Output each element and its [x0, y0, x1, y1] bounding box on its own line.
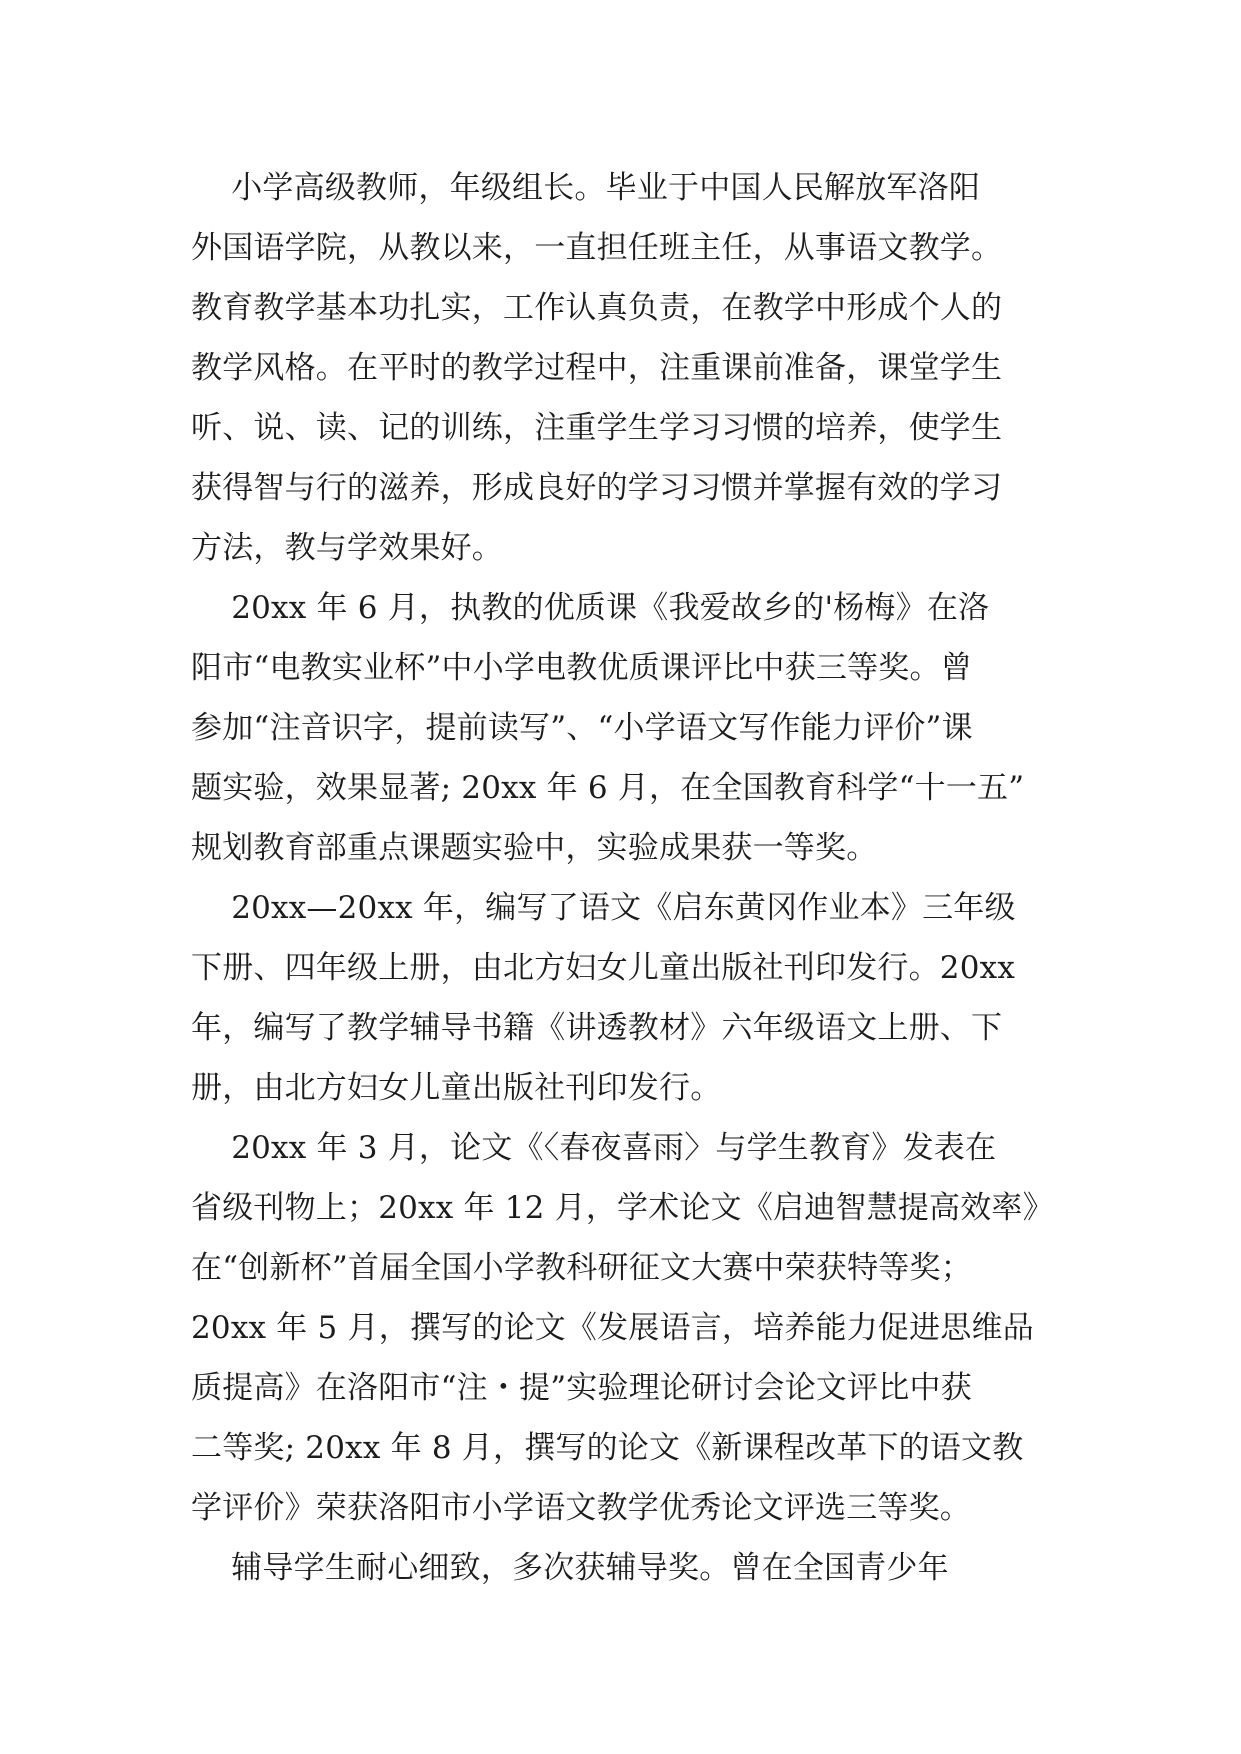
- text-line: 下册、四年级上册，由北方妇女儿童出版社刊印发行。20xx: [191, 950, 1016, 986]
- text-line: 阳市“电教实业杯”中小学电教优质课评比中获三等奖。曾: [191, 650, 972, 686]
- text-line: 二等奖; 20xx 年 8 月，撰写的论文《新课程改革下的语文教: [191, 1430, 1024, 1466]
- text-line: 20xx—20xx 年，编写了语文《启东黄冈作业本》三年级: [191, 890, 1016, 926]
- paragraph-4: [191, 1118, 1071, 1538]
- text-line: 教学风格。在平时的教学过程中，注重课前准备，课堂学生: [191, 350, 1003, 386]
- text-line: 质提高》在洛阳市“注・提”实验理论研讨会论文评比中获: [191, 1370, 972, 1406]
- text-line: 省级刊物上；20xx 年 12 月，学术论文《启迪智慧提高效率》: [191, 1190, 1054, 1226]
- paragraph-2: [191, 578, 1071, 878]
- text-line: 20xx 年 5 月，撰写的论文《发展语言，培养能力促进思维品: [191, 1310, 1034, 1346]
- text-line: 教育教学基本功扎实，工作认真负责，在教学中形成个人的: [191, 290, 1003, 326]
- text-line: 外国语学院，从教以来，一直担任班主任，从事语文教学。: [191, 230, 1003, 266]
- text-line: 方法，教与学效果好。: [191, 530, 503, 566]
- text-line: 听、说、读、记的训练，注重学生学习习惯的培养，使学生: [191, 410, 1003, 446]
- text-line: 册，由北方妇女儿童出版社刊印发行。: [191, 1070, 722, 1106]
- paragraph-5: [191, 1538, 1071, 1598]
- text-line: 年，编写了教学辅导书籍《讲透教材》六年级语文上册、下: [191, 1010, 1003, 1046]
- paragraph-3: [191, 878, 1071, 1118]
- text-line: 20xx 年 6 月，执教的优质课《我爱故乡的'杨梅》在洛: [191, 590, 990, 626]
- document-body: [191, 158, 1071, 1598]
- text-line: 学评价》荣获洛阳市小学语文教学优秀论文评选三等奖。: [191, 1490, 971, 1526]
- text-line: 规划教育部重点课题实验中，实验成果获一等奖。: [191, 830, 878, 866]
- text-line: 在“创新杯”首届全国小学教科研征文大赛中荣获特等奖；: [191, 1250, 972, 1286]
- text-line: 参加“注音识字，提前读写”、“小学语文写作能力评价”课: [191, 710, 973, 746]
- paragraph-1: [191, 158, 1071, 578]
- text-line: 20xx 年 3 月，论文《〈春夜喜雨〉与学生教育》发表在: [191, 1130, 997, 1166]
- text-line: 小学高级教师，年级组长。毕业于中国人民解放军洛阳: [191, 170, 981, 206]
- text-line: 题实验，效果显著; 20xx 年 6 月，在全国教育科学“十一五”: [191, 770, 1025, 806]
- text-line: 辅导学生耐心细致，多次获辅导奖。曾在全国青少年: [191, 1550, 949, 1586]
- text-line: 获得智与行的滋养，形成良好的学习习惯并掌握有效的学习: [191, 470, 1003, 506]
